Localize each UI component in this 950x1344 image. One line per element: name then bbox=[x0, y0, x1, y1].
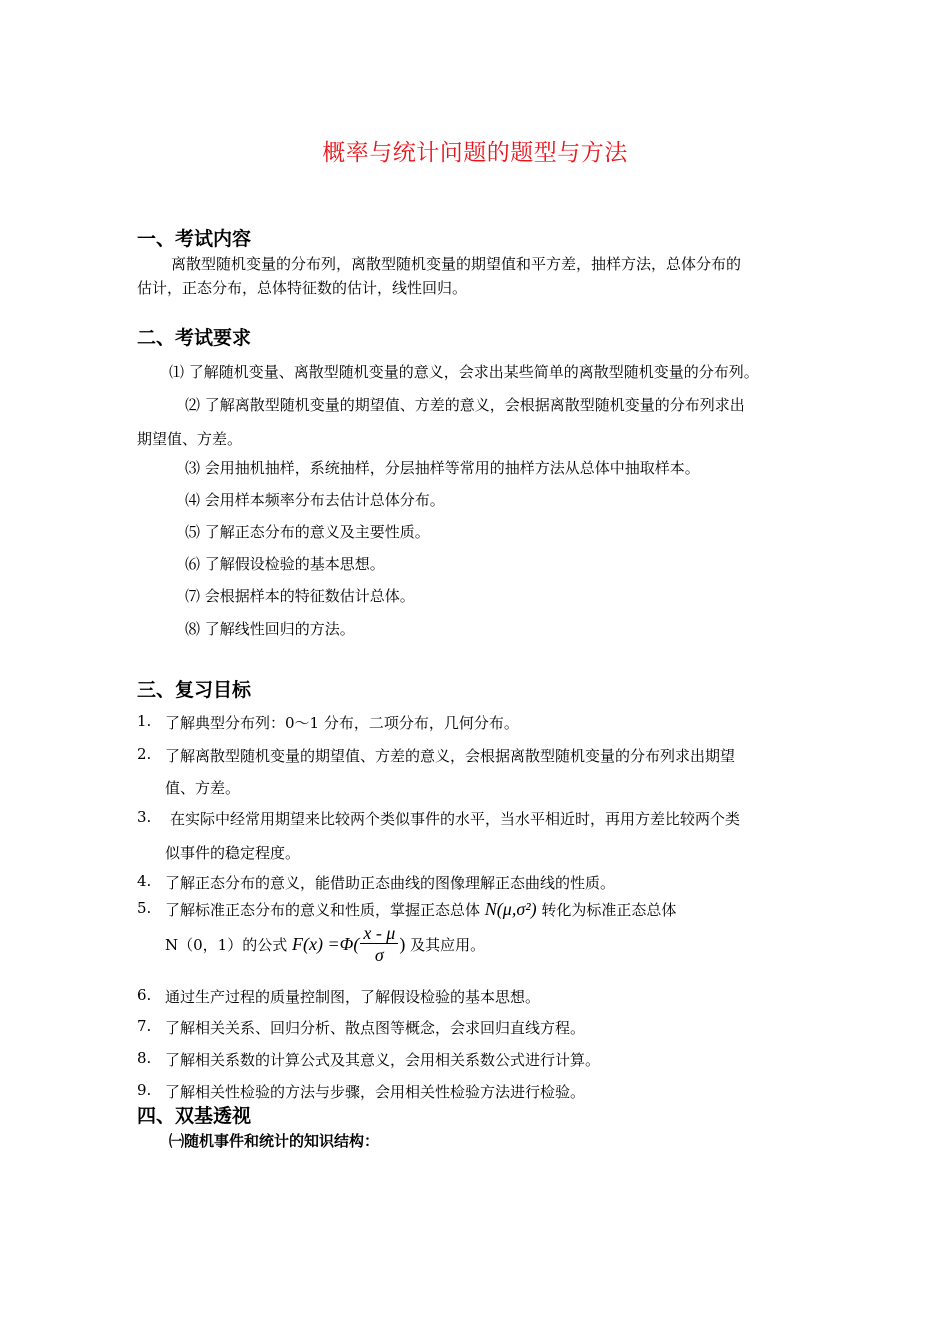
list-number: 4. bbox=[137, 872, 152, 890]
normal-distribution-formula: N(μ,σ²) bbox=[484, 899, 537, 919]
list-item: 通过生产过程的质量控制图，了解假设检验的基本思想。 bbox=[165, 988, 541, 1006]
requirement-item: ⑸ 了解正态分布的意义及主要性质。 bbox=[185, 523, 430, 541]
paragraph-line: 估计，正态分布，总体特征数的估计，线性回归。 bbox=[137, 279, 468, 297]
list-item: 了解正态分布的意义，能借助正态曲线的图像理解正态曲线的性质。 bbox=[165, 874, 616, 892]
list-item: 了解典型分布列：0～1 分布，二项分布，几何分布。 bbox=[165, 714, 519, 732]
section-heading-exam-requirements: 二、考试要求 bbox=[137, 327, 252, 349]
page-title: 概率与统计问题的题型与方法 bbox=[322, 140, 628, 166]
requirement-item: ⑻ 了解线性回归的方法。 bbox=[185, 620, 355, 638]
requirement-item: ⑷ 会用样本频率分布去估计总体分布。 bbox=[185, 491, 445, 509]
list-number: 2. bbox=[137, 745, 152, 763]
requirement-item-continuation: 期望值、方差。 bbox=[137, 430, 243, 448]
requirement-item: ⑵ 了解离散型随机变量的期望值、方差的意义，会根据离散型随机变量的分布列求出 bbox=[185, 396, 745, 414]
list-item-continuation: 值、方差。 bbox=[165, 779, 241, 797]
section-heading-exam-content: 一、考试内容 bbox=[137, 228, 252, 250]
list-item: 了解相关关系、回归分析、散点图等概念，会求回归直线方程。 bbox=[165, 1019, 586, 1037]
list-item-text-after: 转化为标准正态总体 bbox=[541, 901, 677, 919]
list-item: 了解离散型随机变量的期望值、方差的意义，会根据离散型随机变量的分布列求出期望 bbox=[165, 747, 736, 765]
list-number: 6. bbox=[137, 986, 152, 1004]
subsection-heading: ㈠随机事件和统计的知识结构： bbox=[169, 1132, 380, 1150]
list-number: 7. bbox=[137, 1017, 152, 1035]
list-number: 3. bbox=[137, 808, 152, 826]
requirement-item: ⑹ 了解假设检验的基本思想。 bbox=[185, 555, 385, 573]
fraction-numerator: x - μ bbox=[360, 923, 398, 944]
paragraph-line: 离散型随机变量的分布列，离散型随机变量的期望值和平方差，抽样方法，总体分布的 bbox=[171, 255, 742, 273]
list-number: 1. bbox=[137, 712, 152, 730]
formula-suffix: 及其应用。 bbox=[410, 936, 486, 954]
cdf-formula-lhs: F(x) =Φ( bbox=[292, 934, 360, 954]
list-number: 8. bbox=[137, 1049, 152, 1067]
list-item bbox=[165, 899, 676, 920]
section-heading-basics: 四、双基透视 bbox=[137, 1105, 252, 1127]
list-number: 9. bbox=[137, 1081, 152, 1099]
fraction-denominator: σ bbox=[374, 945, 384, 965]
list-item-text: 了解标准正态分布的意义和性质，掌握正态总体 bbox=[165, 901, 481, 919]
requirement-item: ⑶ 会用抽机抽样，系统抽样，分层抽样等常用的抽样方法从总体中抽取样本。 bbox=[185, 459, 700, 477]
requirement-item: ⑺ 会根据样本的特征数估计总体。 bbox=[185, 587, 415, 605]
cdf-formula-close: ) bbox=[399, 934, 406, 954]
formula-prefix: N（0，1）的公式 bbox=[165, 936, 288, 954]
formula-line bbox=[165, 923, 485, 966]
standardization-fraction bbox=[360, 923, 398, 966]
requirement-item: ⑴ 了解随机变量、离散型随机变量的意义，会求出某些简单的离散型随机变量的分布列。 bbox=[169, 363, 759, 381]
section-heading-review-goals: 三、复习目标 bbox=[137, 679, 252, 701]
list-item: 了解相关系数的计算公式及其意义，会用相关系数公式进行计算。 bbox=[165, 1051, 601, 1069]
list-number: 5. bbox=[137, 899, 152, 917]
list-item-continuation: 似事件的稳定程度。 bbox=[165, 844, 301, 862]
list-item: 了解相关性检验的方法与步骤，会用相关性检验方法进行检验。 bbox=[165, 1083, 586, 1101]
list-item: 在实际中经常用期望来比较两个类似事件的水平，当水平相近时，再用方差比较两个类 bbox=[170, 810, 741, 828]
